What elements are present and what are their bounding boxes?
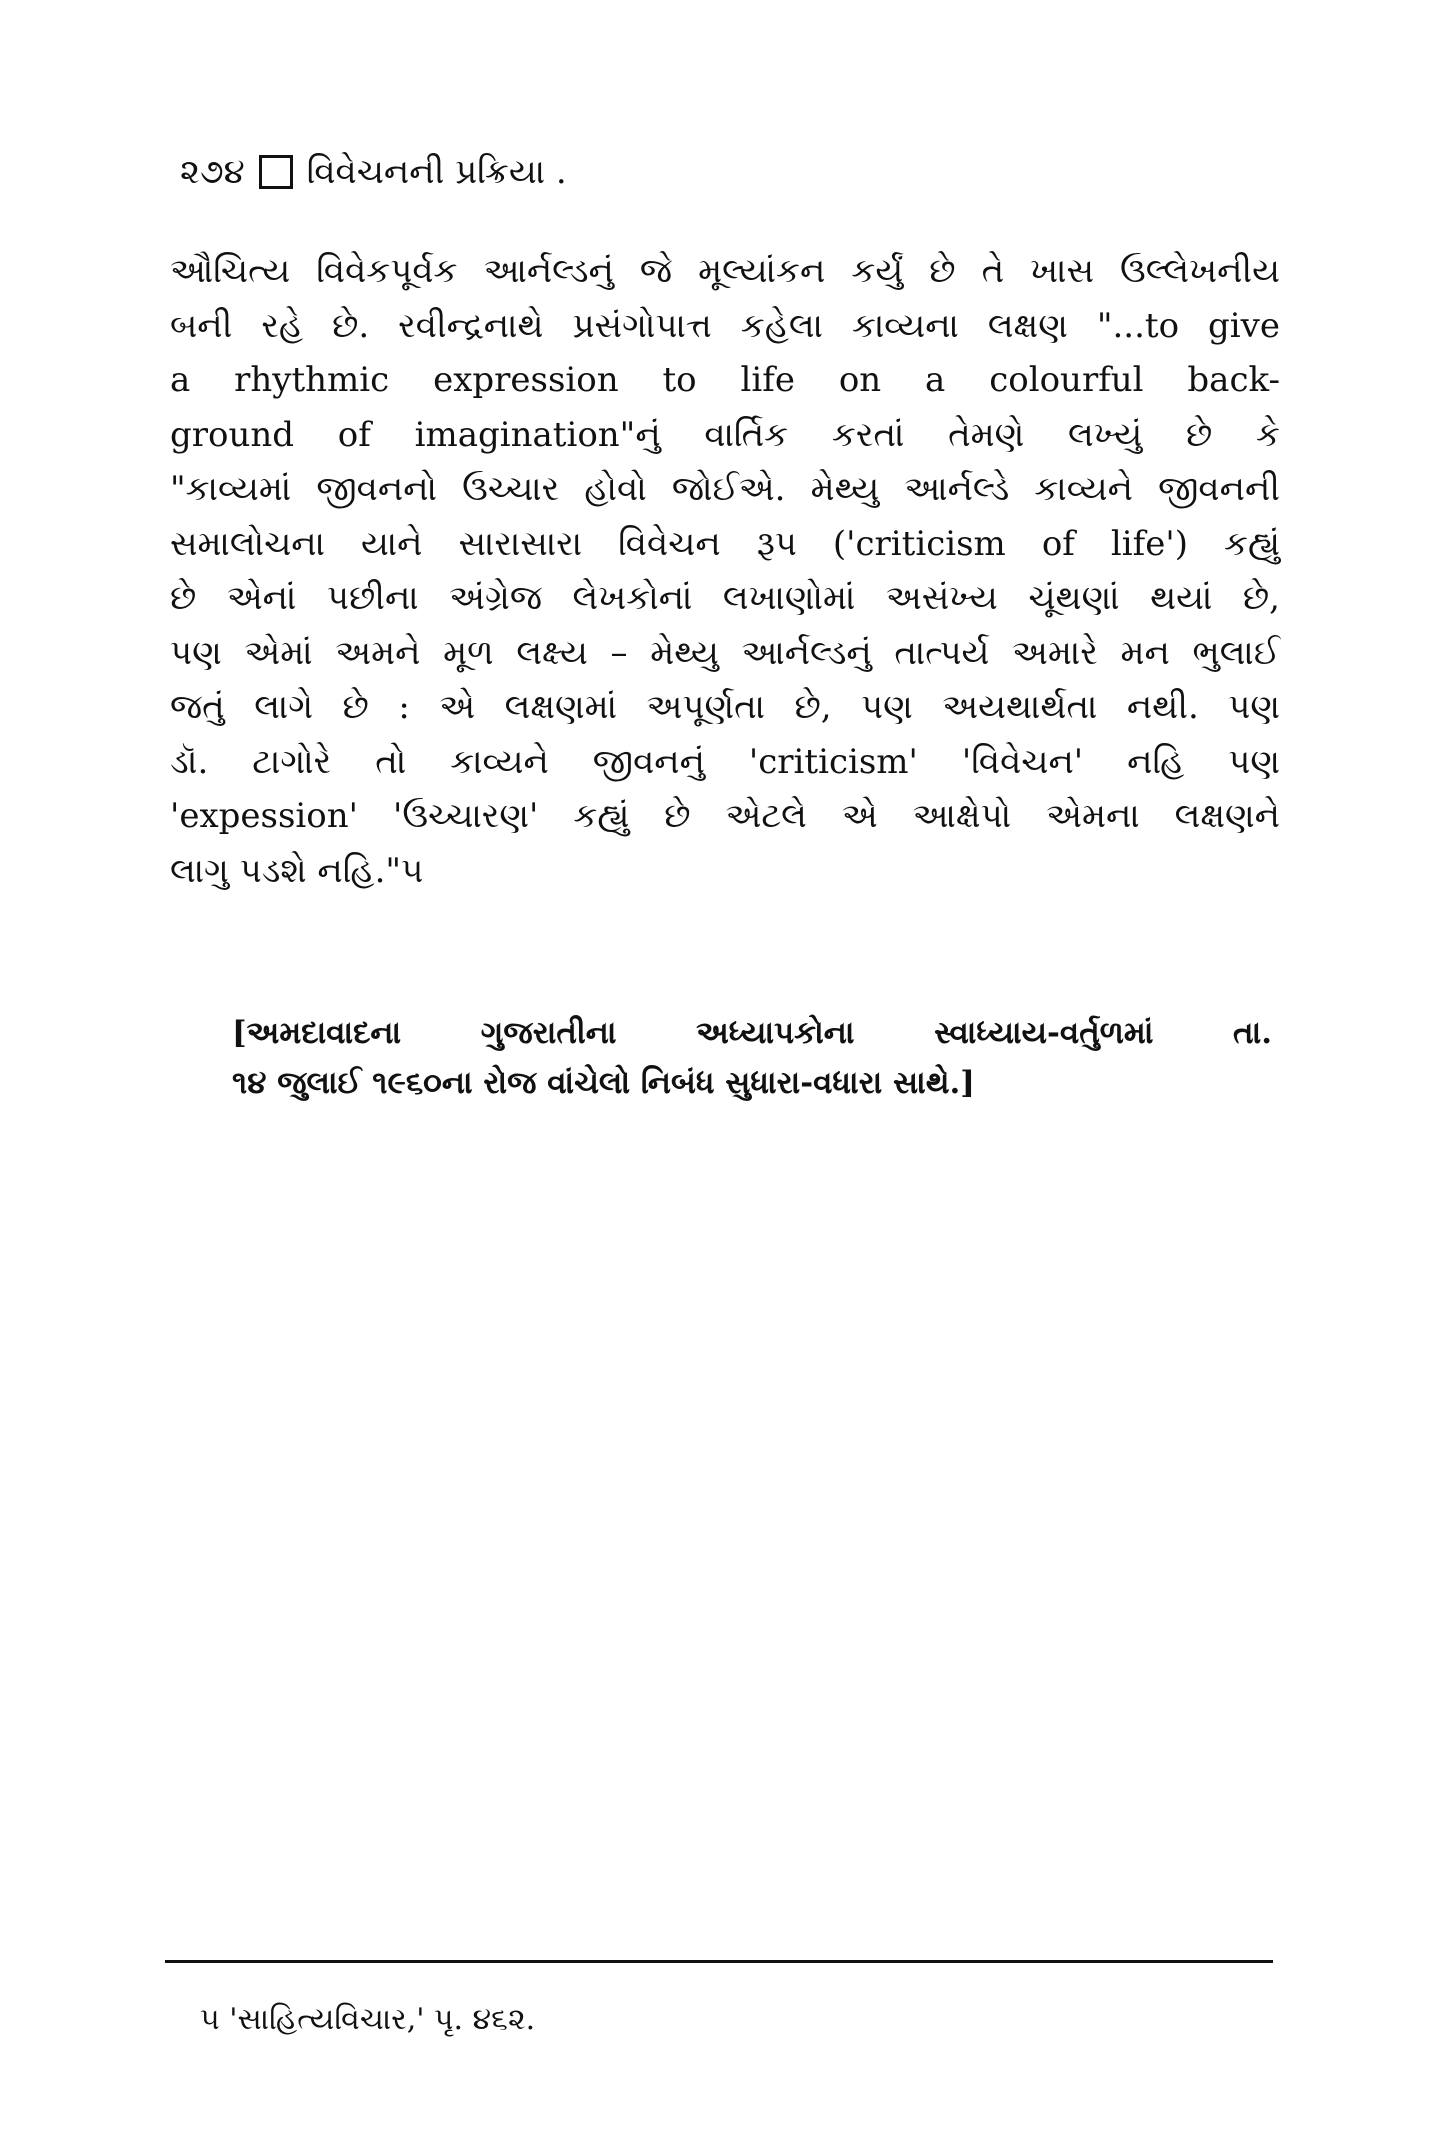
body-line: 'expession' 'ઉચ્ચારણ' કહ્યું છે એટલે એ આક્ષેપો એમના લક્ષણને [170,796,1280,836]
footnote: ૫ 'સાહિત્યવિચાર,' પૃ. ૪૬૨. [200,2002,536,2037]
body-line: લાગુ પડશે નહિ."૫ [170,850,424,891]
body-line: "કાવ્યમાં જીવનનો ઉચ્ચાર હોવો જોઈએ. મેથ્યુ આર્નલ્ડે કાવ્યને જીવનની [170,469,1280,509]
running-title: વિવેચનની પ્રક્રિયા . [306,152,567,192]
body-paragraph [170,244,1280,898]
square-box-icon [259,155,293,189]
bracketed-note [232,1008,1272,1108]
body-line: પણ એમાં અમને મૂળ લક્ષ્ય – મેથ્યુ આર્નલ્ડનું તાત્પર્ય અમારે મન ભુલાઈ [170,632,1280,673]
body-line: છે એનાં પછીના અંગ્રેજ લેખકોનાં લખાણોમાં અસંખ્ય ચૂંથણાં થયાં છે, [170,578,1280,618]
note-line: [અમદાવાદના ગુજરાતીના અધ્યાપકોના સ્વાધ્યાય-વર્તુળમાં તા. [232,1015,1272,1051]
page-number: ૨૭૪ [180,152,245,192]
body-line: બની રહે છે. રવીન્દ્રનાથે પ્રસંગોપાત્ત કહેલા કાવ્યના લક્ષણ "...to give [170,305,1280,346]
body-line: સમાલોચના યાને સારાસારા વિવેચન રૂપ ('criticism of life') કહ્યું [170,523,1280,564]
body-line: ઔચિત્ય વિવેકપૂર્વક આર્નલ્ડનું જે મૂલ્યાંકન કર્યું છે તે ખાસ ઉલ્લેખનીય [170,251,1280,291]
body-line: જતું લાગે છે : એ લક્ષણમાં અપૂર્ણતા છે, પણ અયથાર્થતા નથી. પણ [170,687,1280,727]
body-line: a rhythmic expression to life on a colourful back- [170,360,1280,400]
note-line: ૧૪ જુલાઈ ૧૯૬૦ના રોજ વાંચેલો નિબંધ સુધારા-વધારા સાથે.] [232,1065,975,1101]
body-line: ડૉ. ટાગોરે તો કાવ્યને જીવનનું 'criticism' 'વિવેચન' નહિ પણ [170,741,1280,782]
footnote-rule [165,1960,1273,1963]
running-head [180,152,567,192]
body-line: ground of imagination"નું વાર્તિક કરતાં તેમણે લખ્યું છે કે [170,414,1280,455]
